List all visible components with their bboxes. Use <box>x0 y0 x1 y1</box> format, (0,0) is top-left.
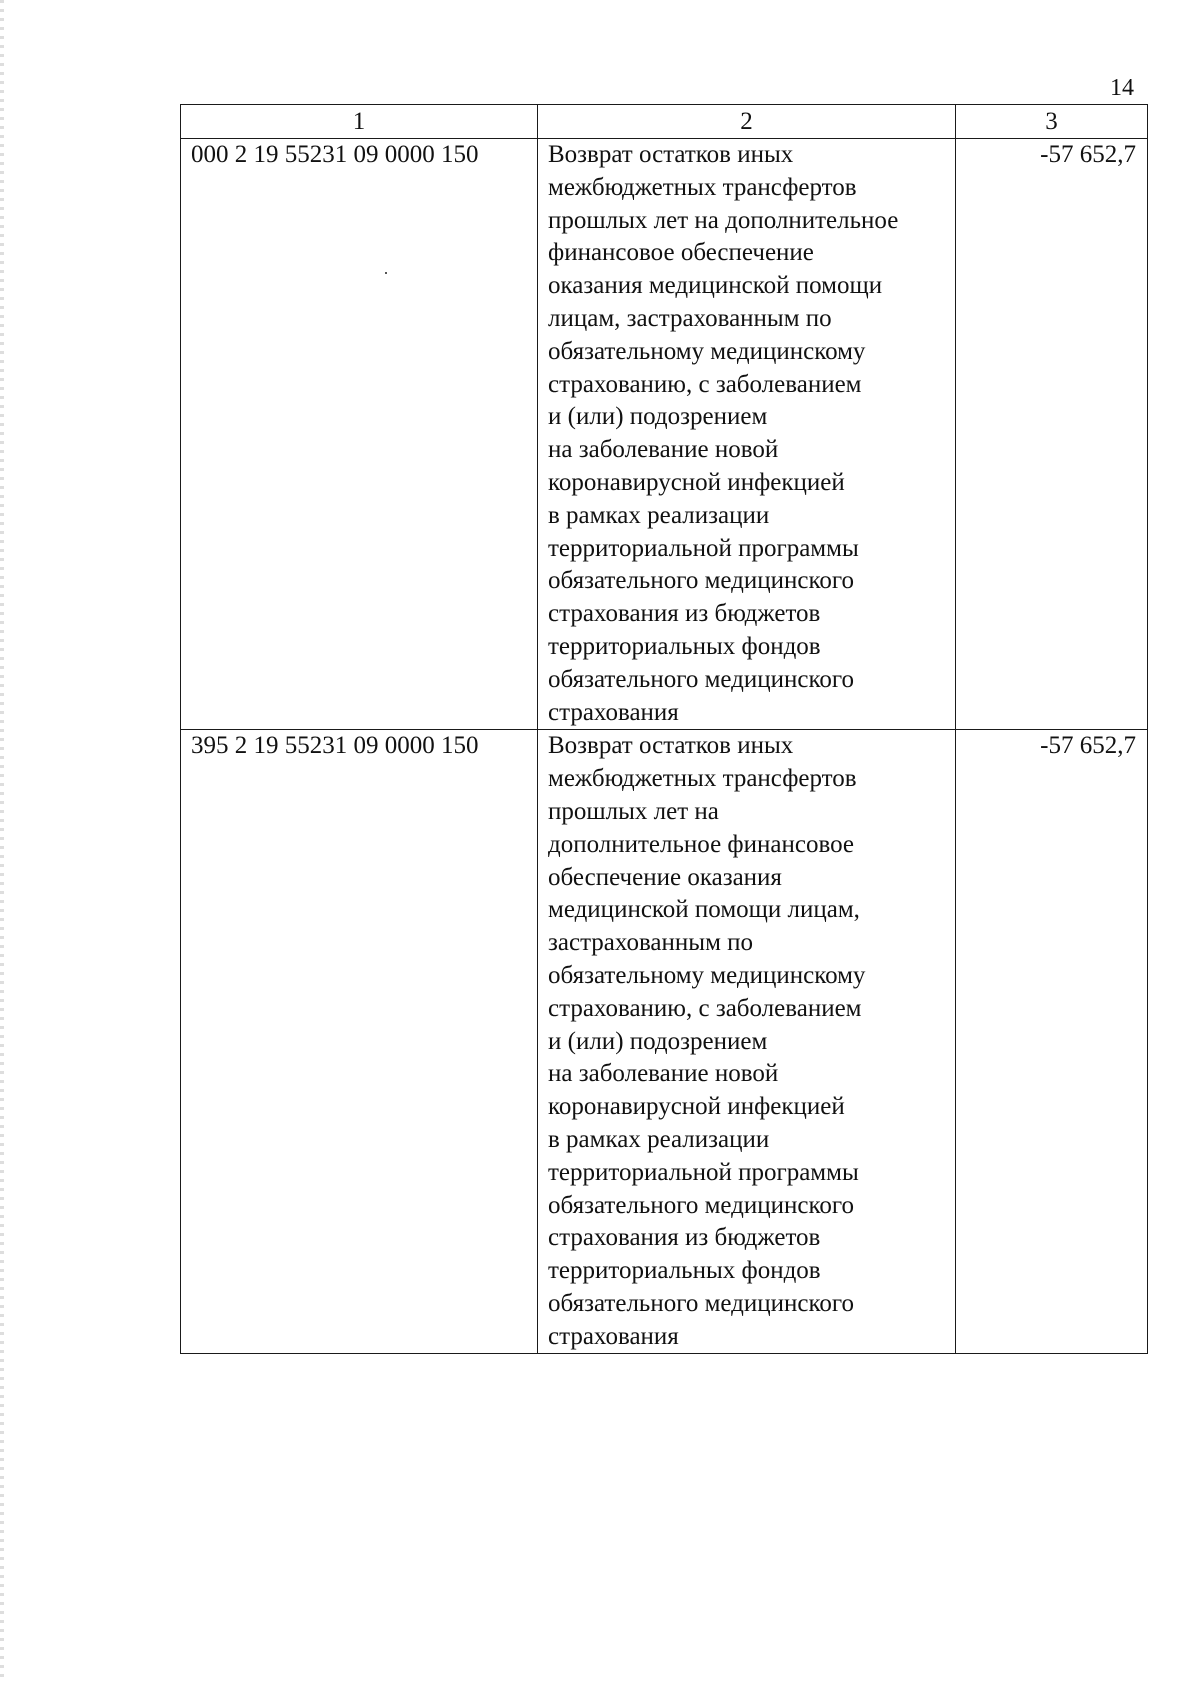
name-text-line: страхования из бюджетов <box>548 600 821 628</box>
name-text-line: лицам, застрахованным по <box>548 304 832 332</box>
budget-code-cell: 395 2 19 55231 09 0000 150 <box>181 730 538 1354</box>
name-text-line: Возврат остатков иных <box>548 141 794 168</box>
name-text-line: страхованию, с заболеванием <box>548 994 862 1022</box>
table-header-row <box>181 105 1148 139</box>
name-text-line: застрахованным по <box>548 929 754 957</box>
name-text-line: Возврат остатков иных <box>548 732 794 760</box>
name-text-line: территориальной программы <box>548 534 859 562</box>
name-text-line: прошлых лет на <box>548 797 719 825</box>
name-text-line: страхованию, с заболеванием <box>548 370 862 398</box>
budget-table <box>180 104 1148 1354</box>
amount-cell: -57 652,7 <box>956 139 1148 730</box>
name-text-line: дополнительное финансовое <box>548 830 854 858</box>
table-row <box>181 139 1148 730</box>
name-text-line: обязательного медицинского <box>548 1289 855 1317</box>
name-text-line: коронавирусной инфекцией <box>548 468 845 496</box>
name-text-line: обязательного медицинского <box>548 1191 855 1219</box>
page-number: 14 <box>1110 75 1134 101</box>
name-text-line: и (или) подозрением <box>548 403 768 431</box>
name-text-line: обязательному медицинскому <box>548 337 866 365</box>
name-text-line: обеспечение оказания <box>548 863 782 891</box>
column-header-3: 3 <box>956 105 1148 139</box>
column-header-1: 1 <box>181 105 538 139</box>
amount-cell: -57 652,7 <box>956 730 1148 1354</box>
name-text-line: и (или) подозрением <box>548 1027 768 1055</box>
name-text-line: прошлых лет на дополнительное <box>548 206 899 234</box>
name-text-line: межбюджетных трансфертов <box>548 765 857 793</box>
table-row <box>181 730 1148 1354</box>
name-text-line: территориальной программы <box>548 1158 859 1186</box>
name-text-line: обязательного медицинского <box>548 567 855 595</box>
name-text-line: на заболевание новой <box>548 1060 779 1088</box>
name-text-line: коронавирусной инфекцией <box>548 1093 845 1121</box>
name-text-line: финансовое обеспечение <box>548 239 814 267</box>
name-text-line: в рамках реализации <box>548 501 770 529</box>
scan-edge-artifact <box>0 0 4 1682</box>
budget-name-cell <box>538 730 956 1354</box>
name-text-line: обязательного медицинского <box>548 665 855 693</box>
name-text-line: в рамках реализации <box>548 1125 770 1153</box>
name-text-line: обязательному медицинскому <box>548 961 866 989</box>
column-header-2: 2 <box>538 105 956 139</box>
name-text-line: территориальных фондов <box>548 632 821 660</box>
name-text-line: страхования <box>548 698 679 726</box>
name-text-line: территориальных фондов <box>548 1257 821 1285</box>
name-text-line: на заболевание новой <box>548 436 779 464</box>
name-text-line: межбюджетных трансфертов <box>548 173 857 201</box>
budget-name-cell <box>538 139 956 730</box>
name-text-line: страхования из бюджетов <box>548 1224 821 1252</box>
budget-code-cell: 000 2 19 55231 09 0000 150 <box>181 139 538 730</box>
name-text-line: медицинской помощи лицам, <box>548 896 860 924</box>
name-text-line: оказания медицинской помощи <box>548 272 883 300</box>
name-text-line: страхования <box>548 1322 679 1350</box>
